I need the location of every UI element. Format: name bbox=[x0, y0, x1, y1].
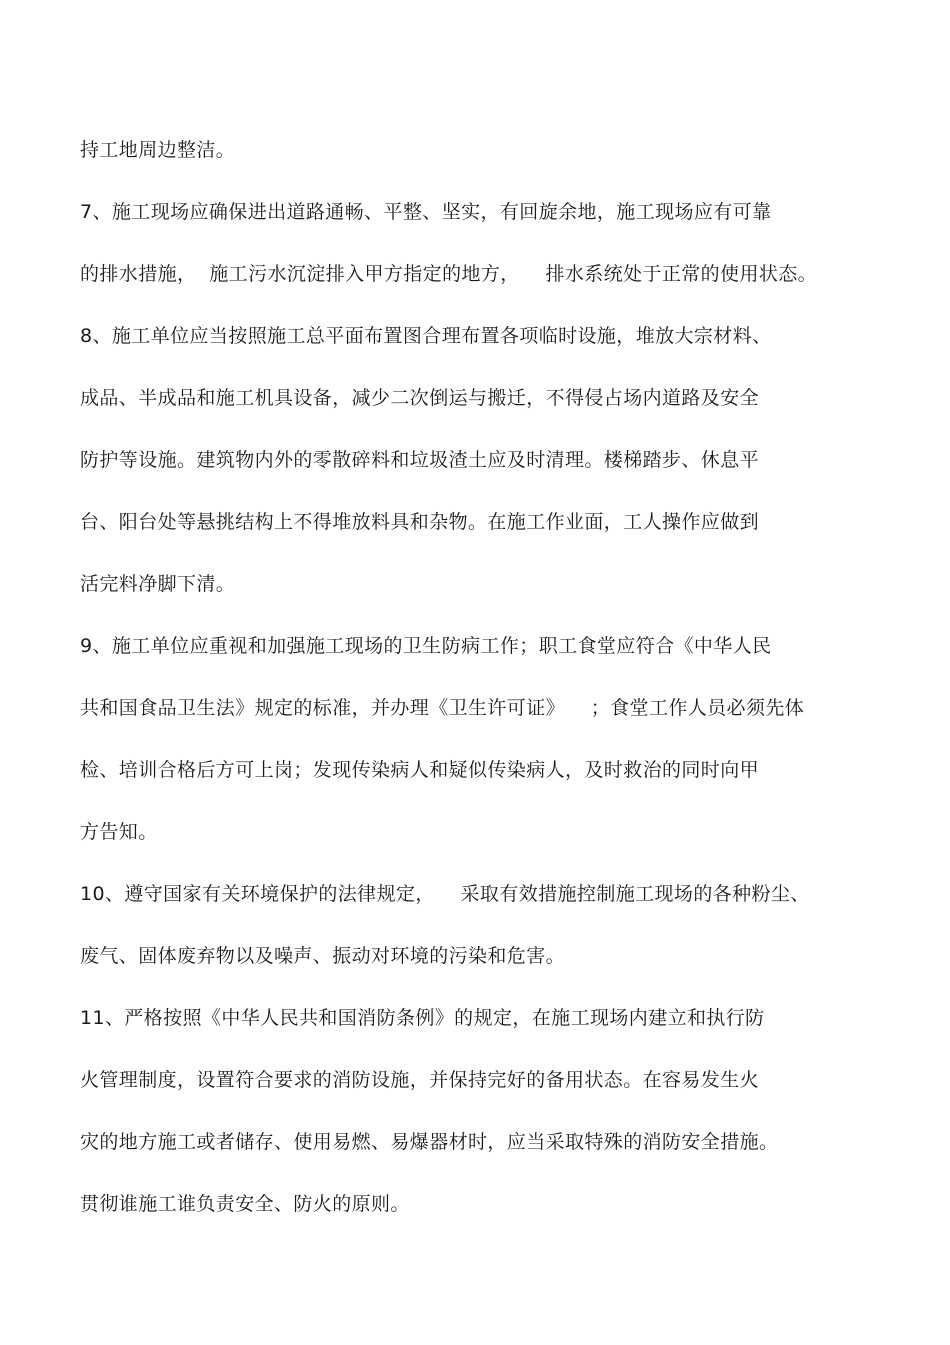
text-line-2: 7、施工现场应确保进出道路通畅、平整、坚实，有回旋余地，施工现场应有可靠 bbox=[80, 201, 772, 223]
text-line-1: 持工地周边整洁。 bbox=[80, 139, 236, 161]
text-line-11: 检、培训合格后方可上岗；发现传染病人和疑似传染病人，及时救治的同时向甲 bbox=[80, 759, 760, 781]
text-line-10: 共和国食品卫生法》规定的标准，并办理《卫生许可证》 ；食堂工作人员必须先体 bbox=[80, 697, 805, 719]
text-line-8: 活完料净脚下清。 bbox=[80, 573, 236, 595]
text-line-3: 的排水措施， 施工污水沉淀排入甲方指定的地方， 排水系统处于正常的使用状态。 bbox=[80, 263, 818, 285]
text-line-14: 废气、固体废弃物以及噪声、振动对环境的污染和危害。 bbox=[80, 945, 566, 967]
text-line-18: 贯彻谁施工谁负责安全、防火的原则。 bbox=[80, 1193, 410, 1215]
text-line-16: 火管理制度，设置符合要求的消防设施，并保持完好的备用状态。在容易发生火 bbox=[80, 1069, 760, 1091]
text-line-4: 8、施工单位应当按照施工总平面布置图合理布置各项临时设施，堆放大宗材料、 bbox=[80, 325, 772, 347]
text-line-6: 防护等设施。建筑物内外的零散碎料和垃圾渣土应及时清理。楼梯踏步、休息平 bbox=[80, 449, 760, 471]
text-line-13: 10、遵守国家有关环境保护的法律规定， 采取有效措施控制施工现场的各种粉尘、 bbox=[80, 883, 810, 905]
text-line-7: 台、阳台处等悬挑结构上不得堆放料具和杂物。在施工作业面，工人操作应做到 bbox=[80, 511, 760, 533]
text-line-5: 成品、半成品和施工机具设备，减少二次倒运与搬迁，不得侵占场内道路及安全 bbox=[80, 387, 760, 409]
text-line-17: 灾的地方施工或者储存、使用易燃、易爆器材时，应当采取特殊的消防安全措施。 bbox=[80, 1131, 779, 1153]
text-line-12: 方告知。 bbox=[80, 821, 158, 843]
text-line-9: 9、施工单位应重视和加强施工现场的卫生防病工作；职工食堂应符合《中华人民 bbox=[80, 635, 772, 657]
text-line-15: 11、严格按照《中华人民共和国消防条例》的规定，在施工现场内建立和执行防 bbox=[80, 1007, 765, 1029]
